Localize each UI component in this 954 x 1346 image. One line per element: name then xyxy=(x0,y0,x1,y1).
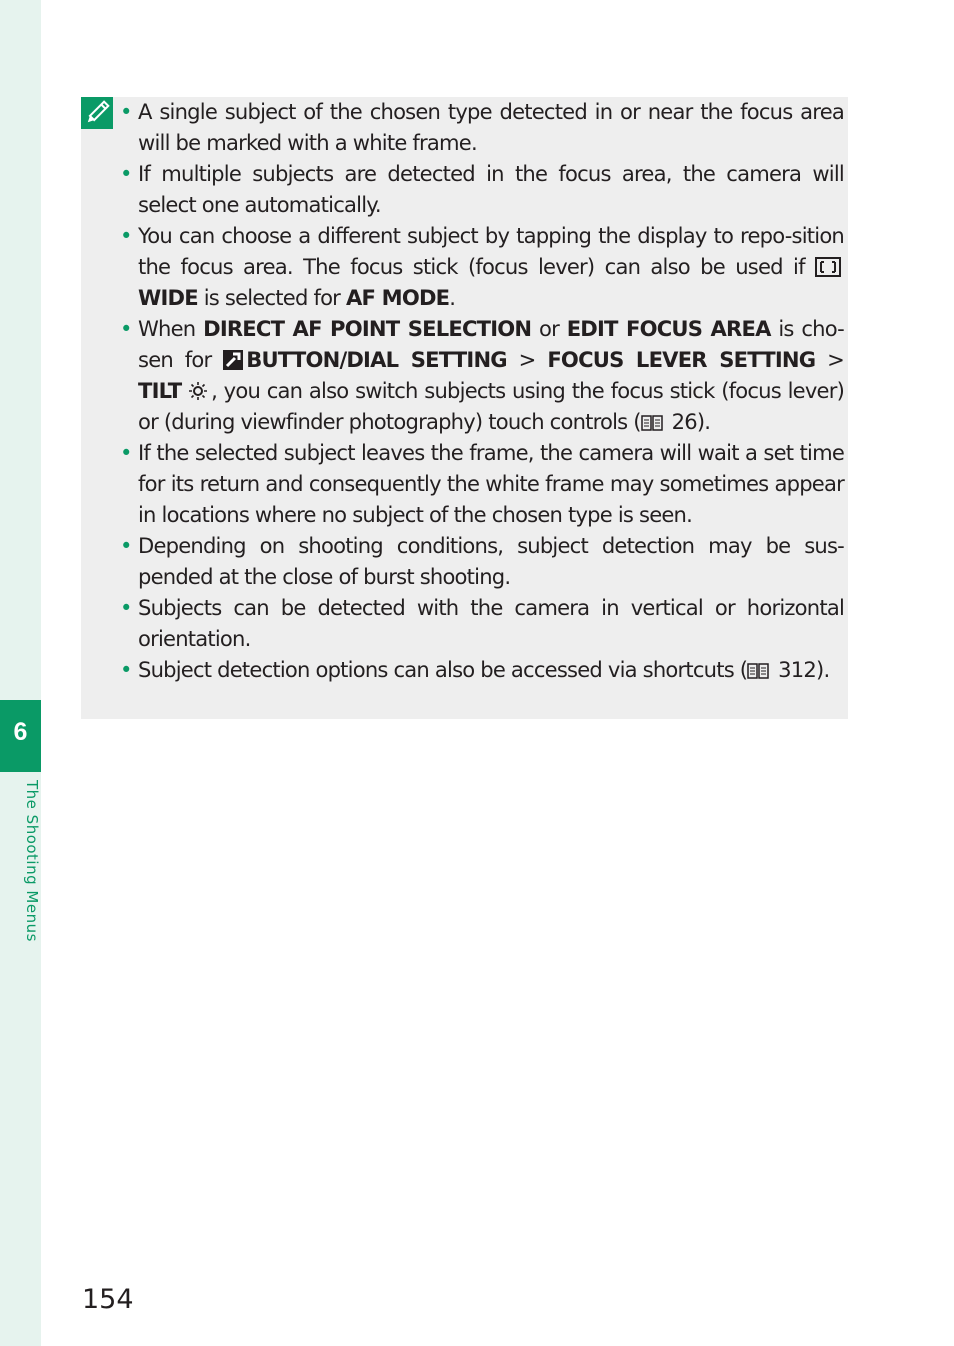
page-reference-icon xyxy=(641,414,663,432)
note-item: • Depending on shooting conditions, subject detection may be sus-pended at the close of burst shooting. xyxy=(120,530,844,592)
page-reference-icon xyxy=(747,662,769,680)
tilt-stick-icon xyxy=(188,381,208,401)
note-item: • A single subject of the chosen type detected in or near the focus area will be marked with a white frame. xyxy=(120,96,844,158)
note-item: • If multiple subjects are detected in the focus area, the camera will select one automatically. xyxy=(120,158,844,220)
note-item: • Subject detection options can also be accessed via shortcuts ( 312). xyxy=(120,654,844,685)
page-number: 154 xyxy=(82,1284,134,1315)
chapter-number: 6 xyxy=(13,718,28,746)
note-item: • When DIRECT AF POINT SELECTION or EDIT FOCUS AREA is cho-sen for BUTTON/DIAL SETTING > FOCUS LEVER SETTING > TILT , you can also switch subjects using the focus stick (focus lever) or (during viewfinder photography) touch controls ( 26). xyxy=(120,313,844,437)
note-item: • If the selected subject leaves the frame, the camera will wait a set time for its return and consequently the white frame may sometimes appear in locations where no subject of the chosen type is seen. xyxy=(120,437,844,530)
chapter-side-strip xyxy=(0,0,41,1346)
setup-wrench-icon xyxy=(223,350,243,370)
note-pencil-icon xyxy=(81,97,113,129)
note-item: • Subjects can be detected with the camera in vertical or horizontal orientation. xyxy=(120,592,844,654)
chapter-title: The Shooting Menus xyxy=(23,780,41,942)
wide-area-icon xyxy=(815,257,841,277)
note-item: • You can choose a different subject by tapping the display to repo-sition the focus area. The focus stick (focus lever) can also be used if WIDE is selected for AF MODE. xyxy=(120,220,844,313)
note-list xyxy=(120,96,844,685)
